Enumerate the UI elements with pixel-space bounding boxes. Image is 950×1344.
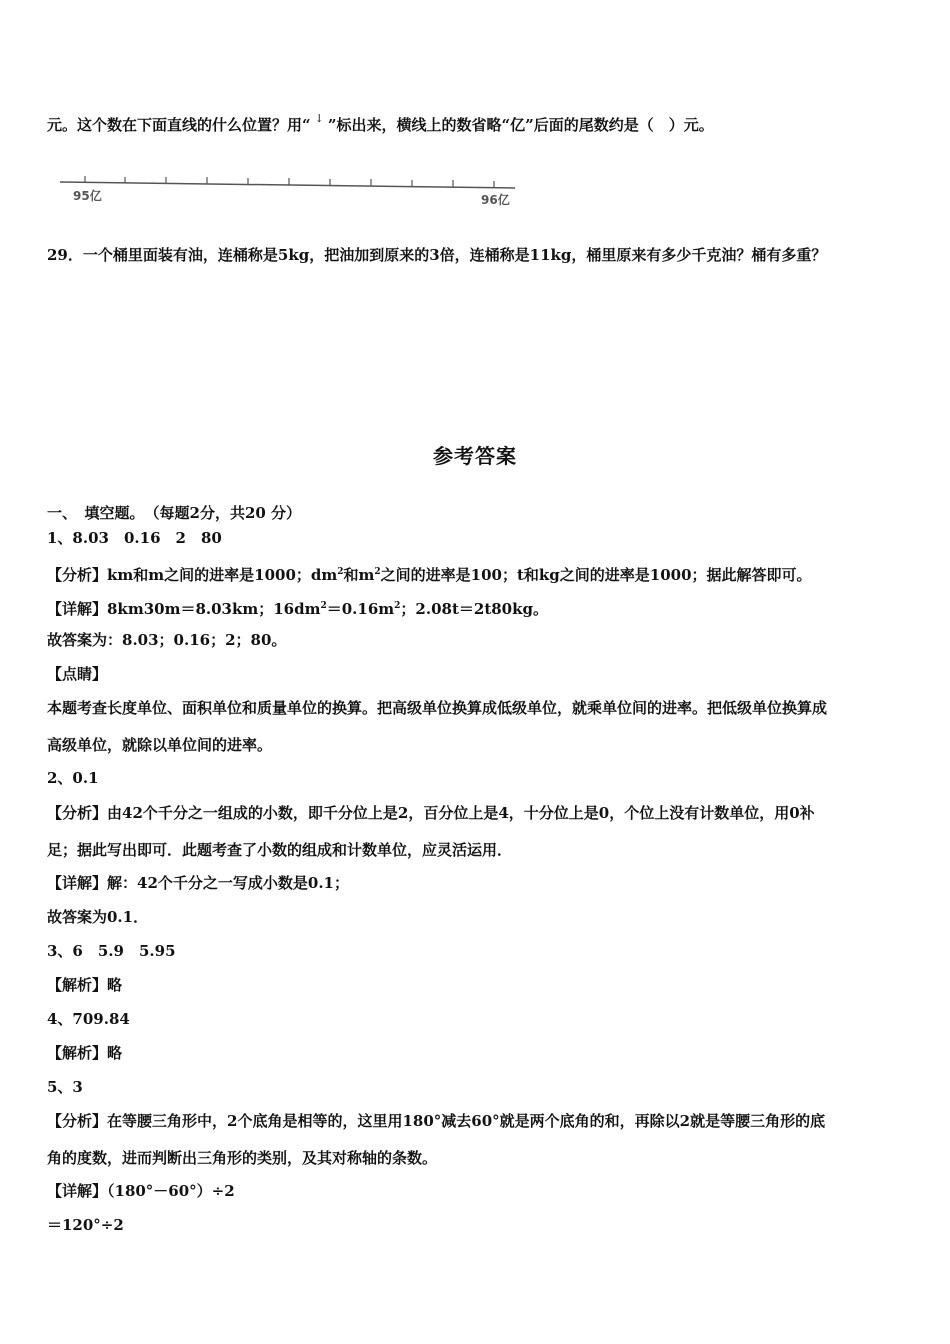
- down-arrow-icon: ↓: [314, 112, 324, 125]
- question-intro-line: [47, 112, 714, 137]
- number-line-axis: [60, 182, 515, 188]
- number-line: [0, 160, 950, 230]
- number-line-right-label: 96亿: [481, 193, 510, 207]
- question-intro-text: 元。这个数在下面直线的什么位置？用“: [47, 116, 311, 134]
- question-29: 29．一个桶里面装有油，连桶称是5kg，把油加到原来的3倍，连桶称是11kg，桶里原来有多少千克油？桶有多重？: [47, 246, 827, 264]
- answer-5-step: ＝120°÷2: [47, 1216, 124, 1234]
- answer-5-analysis-1: 【分析】在等腰三角形中，2个底角是相等的，这里用180°减去60°就是两个底角的和，再除以2就是等腰三角形的底: [47, 1112, 826, 1130]
- answer-1-tip-label: 【点睛】: [47, 665, 108, 683]
- answer-4-head: 4、709.84: [47, 1010, 130, 1028]
- answer-5-detail: 【详解】（180°－60°）÷2: [47, 1182, 235, 1200]
- section-heading: 一、 填空题。 （每题2分，共20 分）: [47, 504, 302, 522]
- answer-2-analysis-2: 足；据此写出即可．此题考查了小数的组成和计数单位，应灵活运用．: [47, 841, 513, 859]
- answer-5-head: 5、3: [47, 1078, 83, 1096]
- answer-2-head: 2、0.1: [47, 769, 99, 787]
- answer-1-conclusion: 故答案为：8.03；0.16；2；80。: [47, 631, 287, 649]
- answer-3-analysis: 【解析】略: [47, 976, 123, 994]
- answer-1-tip-line-1: 本题考查长度单位、面积单位和质量单位的换算。把高级单位换算成低级单位，就乘单位间的进率。把低级单位换算成: [47, 699, 828, 717]
- answer-1-analysis: 【分析】km和m之间的进率是1000；$dm^2$和$m^2$之间的进率是100；t和kg之间的进率是1000；据此解答即可。: [47, 566, 812, 584]
- answer-3-head: 3、6 5.9 5.95: [47, 942, 176, 960]
- answers-title: 参考答案: [433, 444, 517, 468]
- answer-1-detail: 【详解】8km30m＝8.03km；$16dm^2=0.16m^2$；2.08t＝2t80kg。: [47, 600, 549, 618]
- answer-2-detail: 【详解】解：42个千分之一写成小数是0.1；: [47, 874, 349, 892]
- question-intro-text-2: ”标出来，横线上的数省略“亿”后面的尾数约是（ ）元。: [327, 116, 714, 134]
- answer-5-analysis-2: 角的度数，进而判断出三角形的类别，及其对称轴的条数。: [47, 1149, 438, 1167]
- answer-2-analysis-1: 【分析】由42个千分之一组成的小数，即千分位上是2，百分位上是4，十分位上是0，个位上没有计数单位，用0补: [47, 804, 815, 822]
- answer-2-conclusion: 故答案为0.1．: [47, 908, 149, 926]
- answer-1-tip-line-2: 高级单位，就除以单位间的进率。: [47, 736, 273, 754]
- answer-4-analysis: 【解析】略: [47, 1044, 123, 1062]
- answer-1-head: 1、8.03 0.16 2 80: [47, 529, 222, 547]
- number-line-left-label: 95亿: [73, 189, 102, 203]
